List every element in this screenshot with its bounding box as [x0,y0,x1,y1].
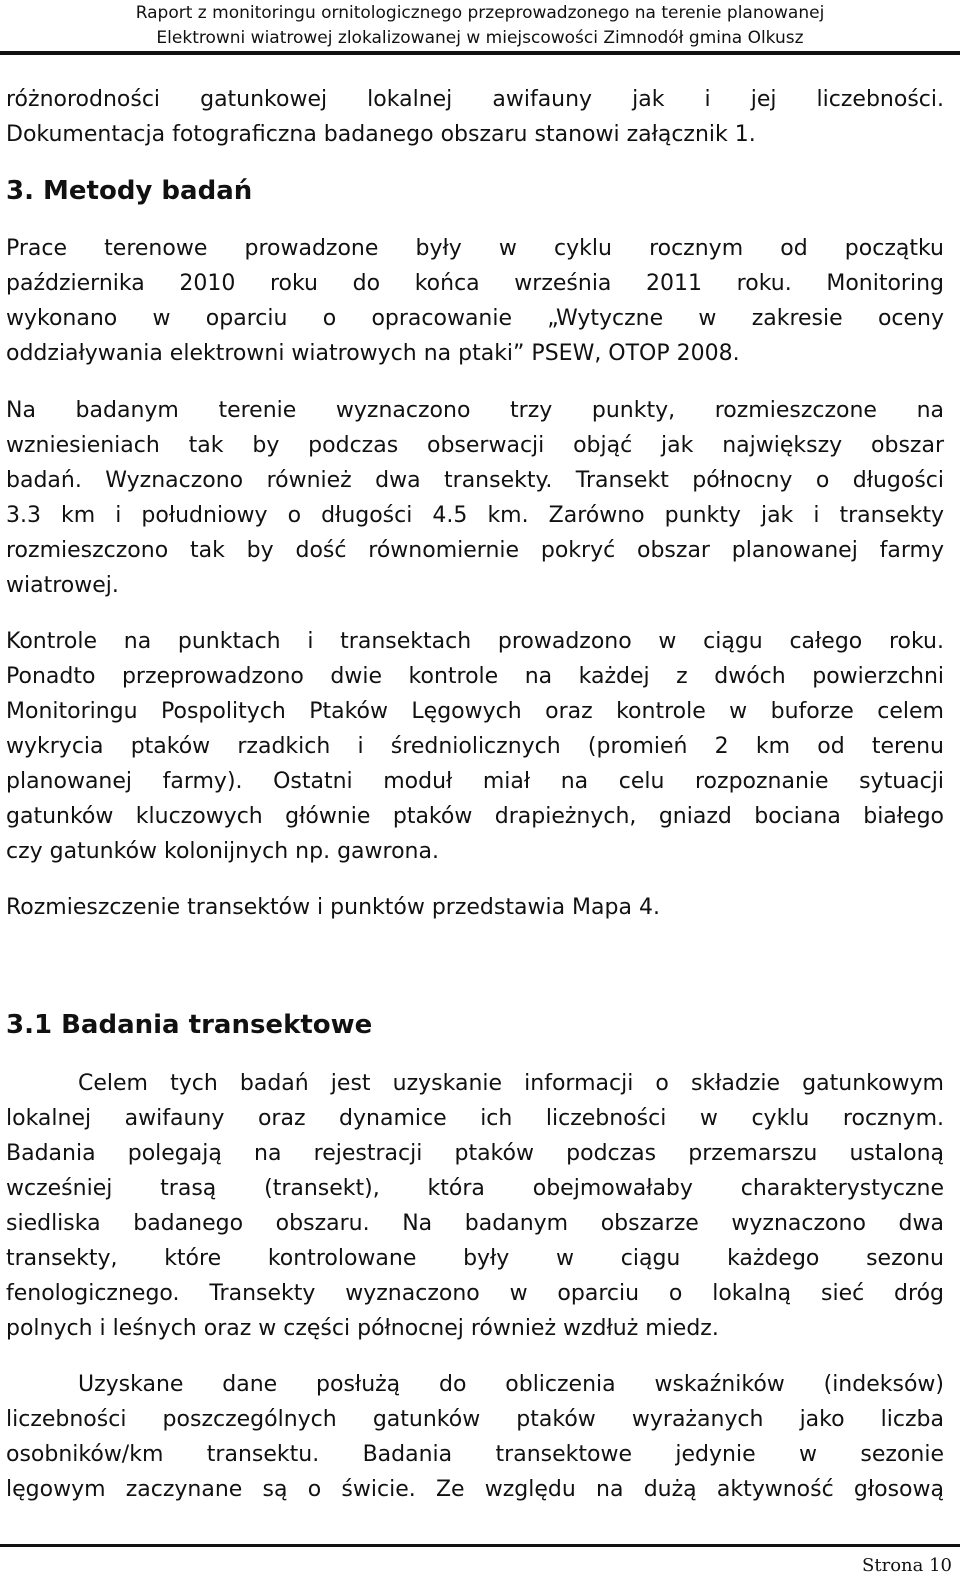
section31-paragraph-2 [6,1367,944,1507]
text-line: oddziaływania elektrowni wiatrowych na ptaki” PSEW, OTOP 2008. [6,341,740,366]
text-line: Prace terenowe prowadzone były w cyklu rocznym od początku [6,236,944,261]
section31-paragraph-1 [6,1066,944,1346]
section3-paragraph-1 [6,231,944,371]
text-line: Monitoringu Pospolitych Ptaków Lęgowych oraz kontrole w buforze celem [6,699,944,724]
page-number: Strona 10 [862,1555,952,1576]
text-line: Badania polegają na rejestracji ptaków podczas przemarszu ustaloną [6,1141,944,1166]
section3-paragraph-4 [6,890,944,925]
text-line: osobników/km transektu. Badania transektowe jedynie w sezonie [6,1442,944,1467]
text-line: wzniesieniach tak by podczas obserwacji objąć jak największy obszar [6,433,944,458]
text-line: Kontrole na punktach i transektach prowadzono w ciągu całego roku. [6,629,944,654]
text-line: rozmieszczono tak by dość równomiernie pokryć obszar planowanej farmy [6,538,944,563]
text-line: wykrycia ptaków rzadkich i średniolicznych (promień 2 km od terenu [6,734,944,759]
text-line: różnorodności gatunkowej lokalnej awifauny jak i jej liczebności. [6,87,944,112]
text-line: czy gatunków kolonijnych np. gawrona. [6,839,439,864]
text-line: Na badanym terenie wyznaczono trzy punkty, rozmieszczone na [6,398,944,423]
text-line: polnych i leśnych oraz w części północnej również wzdłuż miedz. [6,1316,719,1341]
header-line-2: Elektrowni wiatrowej zlokalizowanej w miejscowości Zimnodół gmina Olkusz [156,28,804,48]
text-line: siedliska badanego obszaru. Na badanym obszarze wyznaczono dwa [6,1211,944,1236]
text-line: Celem tych badań jest uzyskanie informacji o składzie gatunkowym [78,1071,944,1096]
section3-paragraph-2 [6,393,944,603]
section3-paragraph-3 [6,624,944,869]
text-line: wiatrowej. [6,573,119,598]
text-line: badań. Wyznaczono również dwa transekty. Transekt północny o długości [6,468,944,493]
text-line: lęgowym zaczynane są o świcie. Ze względu na dużą aktywność głosową [6,1477,944,1502]
text-line: transekty, które kontrolowane były w ciągu każdego sezonu [6,1246,944,1271]
header-rule [0,51,960,55]
intro-paragraph [6,82,944,152]
text-line: Uzyskane dane posłużą do obliczenia wskaźników (indeksów) [78,1372,944,1397]
text-line: wykonano w oparciu o opracowanie „Wytyczne w zakresie oceny [6,306,944,331]
text-line: lokalnej awifauny oraz dynamice ich liczebności w cyklu rocznym. [6,1106,944,1131]
footer-rule [0,1544,960,1547]
text-line: wcześniej trasą (transekt), która obejmowałaby charakterystyczne [6,1176,944,1201]
text-line: liczebności poszczególnych gatunków ptaków wyrażanych jako liczba [6,1407,944,1432]
text-line: Ponadto przeprowadzono dwie kontrole na każdej z dwóch powierzchni [6,664,944,689]
text-line: Dokumentacja fotograficzna badanego obszaru stanowi załącznik 1. [6,122,756,147]
text-line: planowanej farmy). Ostatni moduł miał na celu rozpoznanie sytuacji [6,769,944,794]
section-heading-3: 3. Metody badań [6,176,253,206]
text-line: fenologicznego. Transekty wyznaczono w oparciu o lokalną sieć dróg [6,1281,944,1306]
text-line: października 2010 roku do końca września 2011 roku. Monitoring [6,271,944,296]
section-heading-3-1: 3.1 Badania transektowe [6,1010,373,1040]
header-line-1: Raport z monitoringu ornitologicznego przeprowadzonego na terenie planowanej [135,3,825,23]
text-line: 3.3 km i południowy o długości 4.5 km. Zarówno punkty jak i transekty [6,503,944,528]
text-line: Rozmieszczenie transektów i punktów przedstawia Mapa 4. [6,895,660,920]
text-line: gatunków kluczowych głównie ptaków drapieżnych, gniazd bociana białego [6,804,944,829]
running-header [0,0,960,55]
